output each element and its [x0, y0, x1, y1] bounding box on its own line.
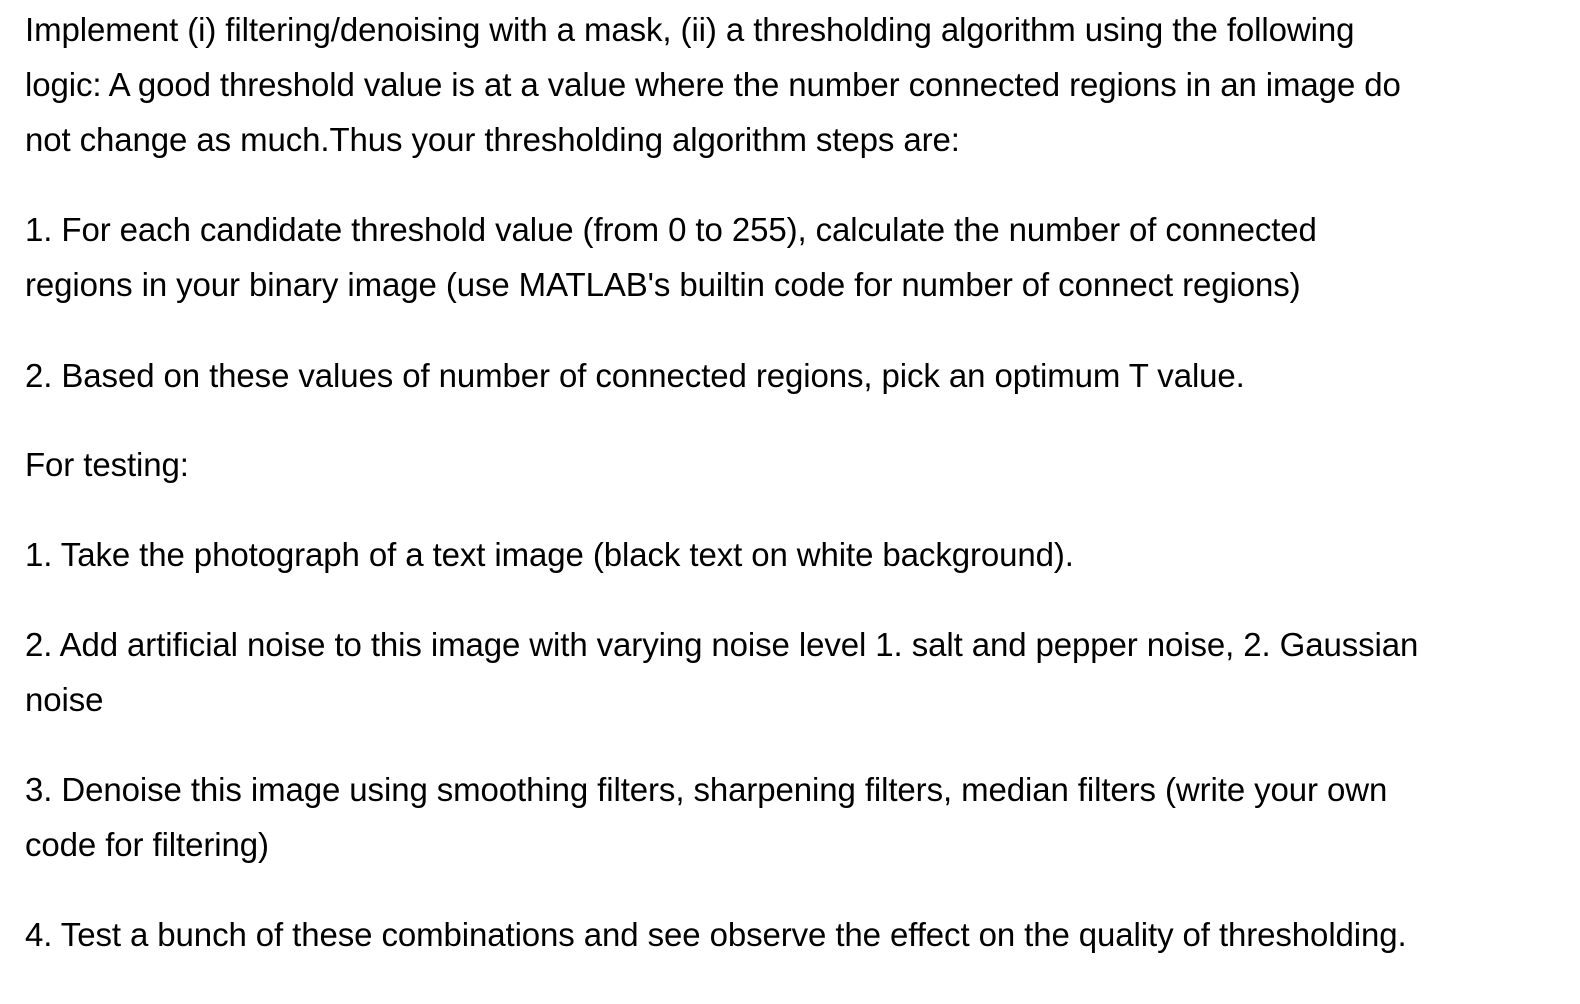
- testing-item-2: [25, 617, 1418, 727]
- testing-item-2-line-2: noise: [25, 681, 104, 718]
- testing-item-3: [25, 762, 1387, 872]
- intro-line-1: Implement (i) filtering/denoising with a mask, (ii) a thresholding algorithm using the following: [25, 11, 1355, 48]
- step-2-line-1: 2. Based on these values of number of connected regions, pick an optimum T value.: [25, 357, 1245, 394]
- step-1-line-1: 1. For each candidate threshold value (from 0 to 255), calculate the number of connected: [25, 211, 1317, 248]
- testing-item-2-line-1: 2. Add artificial noise to this image with varying noise level 1. salt and pepper noise, 2. Gaussian: [25, 626, 1419, 663]
- step-1-line-2: regions in your binary image (use MATLAB's builtin code for number of connect regions): [25, 266, 1301, 303]
- testing-item-1: [25, 527, 1074, 582]
- intro-paragraph: [25, 2, 1401, 167]
- testing-item-3-line-2: code for filtering): [25, 826, 269, 863]
- testing-item-4: [25, 907, 1407, 962]
- testing-item-3-line-1: 3. Denoise this image using smoothing filters, sharpening filters, median filters (write your own: [25, 771, 1388, 808]
- testing-heading-text: For testing:: [25, 446, 189, 483]
- intro-line-2: logic: A good threshold value is at a value where the number connected regions in an image do: [25, 66, 1401, 103]
- algorithm-step-2: [25, 348, 1245, 403]
- testing-item-1-line-1: 1. Take the photograph of a text image (black text on white background).: [25, 536, 1074, 573]
- algorithm-step-1: [25, 202, 1317, 312]
- testing-item-4-line-1: 4. Test a bunch of these combinations and see observe the effect on the quality of thresholding.: [25, 916, 1407, 953]
- testing-heading: [25, 437, 189, 492]
- intro-line-3: not change as much.Thus your thresholding algorithm steps are:: [25, 121, 960, 158]
